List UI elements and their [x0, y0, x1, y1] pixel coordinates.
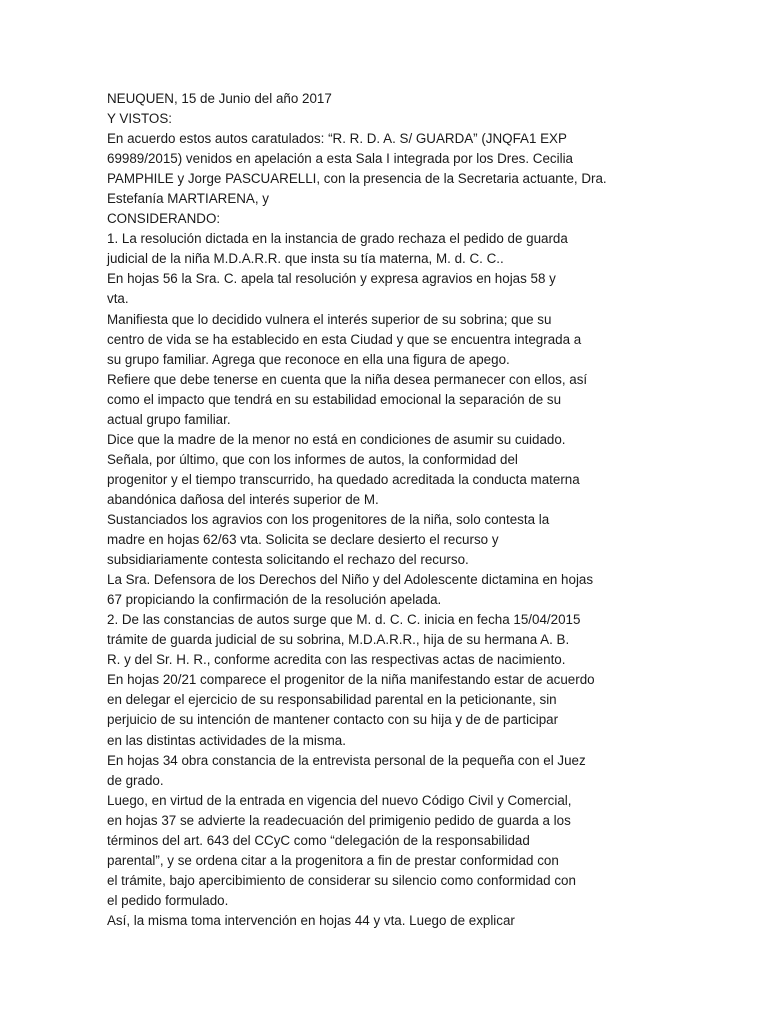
document-line: 1. La resolución dictada en la instancia de grado rechaza el pedido de guarda: [107, 231, 568, 247]
document-line: parental”, y se ordena citar a la progenitora a fin de prestar conformidad con: [107, 852, 559, 868]
document-line: 2. De las constancias de autos surge que M. d. C. C. inicia en fecha 15/04/2015: [107, 612, 581, 628]
document-line: perjuicio de su intención de mantener contacto con su hija y de de participar: [107, 712, 559, 728]
document-line: En hojas 20/21 comparece el progenitor de la niña manifestando estar de acuerdo: [107, 672, 595, 688]
document-line: judicial de la niña M.D.A.R.R. que insta su tía materna, M. d. C. C..: [107, 251, 504, 267]
document-line: La Sra. Defensora de los Derechos del Niño y del Adolescente dictamina en hojas: [107, 572, 594, 588]
document-line: subsidiariamente contesta solicitando el rechazo del recurso.: [107, 552, 469, 568]
document-line: como el impacto que tendrá en su estabilidad emocional la separación de su: [107, 391, 562, 407]
document-line: Y VISTOS:: [107, 111, 172, 127]
document-line: el pedido formulado.: [107, 892, 229, 908]
document-line: Señala, por último, que con los informes de autos, la conformidad del: [107, 451, 518, 467]
document-line: en las distintas actividades de la misma.: [107, 732, 346, 748]
document-line: Dice que la madre de la menor no está en condiciones de asumir su cuidado.: [107, 431, 566, 447]
document-line: En hojas 34 obra constancia de la entrevista personal de la pequeña con el Juez: [107, 752, 586, 768]
document-line: Sustanciados los agravios con los progenitores de la niña, solo contesta la: [107, 511, 550, 527]
document-line: Luego, en virtud de la entrada en vigencia del nuevo Código Civil y Comercial,: [107, 792, 572, 808]
document-line: En acuerdo estos autos caratulados: “R. R. D. A. S/ GUARDA” (JNQFA1 EXP: [107, 131, 567, 147]
document-line: centro de vida se ha establecido en esta Ciudad y que se encuentra integrada a: [107, 331, 582, 347]
document-line: en delegar el ejercicio de su responsabilidad parental en la peticionante, sin: [107, 692, 557, 708]
document-line: Estefanía MARTIARENA, y: [107, 191, 269, 207]
document-line: actual grupo familiar.: [107, 411, 231, 427]
document-line: progenitor y el tiempo transcurrido, ha quedado acreditada la conducta materna: [107, 471, 580, 487]
document-line: Refiere que debe tenerse en cuenta que la niña desea permanecer con ellos, así: [107, 371, 588, 387]
document-line: 69989/2015) venidos en apelación a esta Sala I integrada por los Dres. Cecilia: [107, 151, 573, 167]
document-line: Manifiesta que lo decidido vulnera el interés superior de su sobrina; que su: [107, 311, 552, 327]
document-line: en hojas 37 se advierte la readecuación del primigenio pedido de guarda a los: [107, 812, 571, 828]
document-line: 67 propiciando la confirmación de la resolución apelada.: [107, 592, 442, 608]
document-line: vta.: [107, 291, 129, 307]
document-line: de grado.: [107, 772, 164, 788]
document-line: NEUQUEN, 15 de Junio del año 2017: [107, 91, 332, 106]
document-line: trámite de guarda judicial de su sobrina, M.D.A.R.R., hija de su hermana A. B.: [107, 632, 570, 648]
document-body: [107, 89, 707, 931]
document-line: abandónica dañosa del interés superior de M.: [107, 491, 379, 507]
document-line: R. y del Sr. H. R., conforme acredita con las respectivas actas de nacimiento.: [107, 652, 566, 668]
document-line: términos del art. 643 del CCyC como “delegación de la responsabilidad: [107, 832, 530, 848]
document-line: Así, la misma toma intervención en hojas 44 y vta. Luego de explicar: [107, 912, 515, 928]
document-line: su grupo familiar. Agrega que reconoce en ella una figura de apego.: [107, 351, 510, 367]
document-line: PAMPHILE y Jorge PASCUARELLI, con la presencia de la Secretaria actuante, Dra.: [107, 171, 607, 187]
document-line: En hojas 56 la Sra. C. apela tal resolución y expresa agravios en hojas 58 y: [107, 271, 556, 287]
document-line: el trámite, bajo apercibimiento de considerar su silencio como conformidad con: [107, 872, 576, 888]
document-line: madre en hojas 62/63 vta. Solicita se declare desierto el recurso y: [107, 532, 499, 548]
document-line: CONSIDERANDO:: [107, 211, 221, 227]
